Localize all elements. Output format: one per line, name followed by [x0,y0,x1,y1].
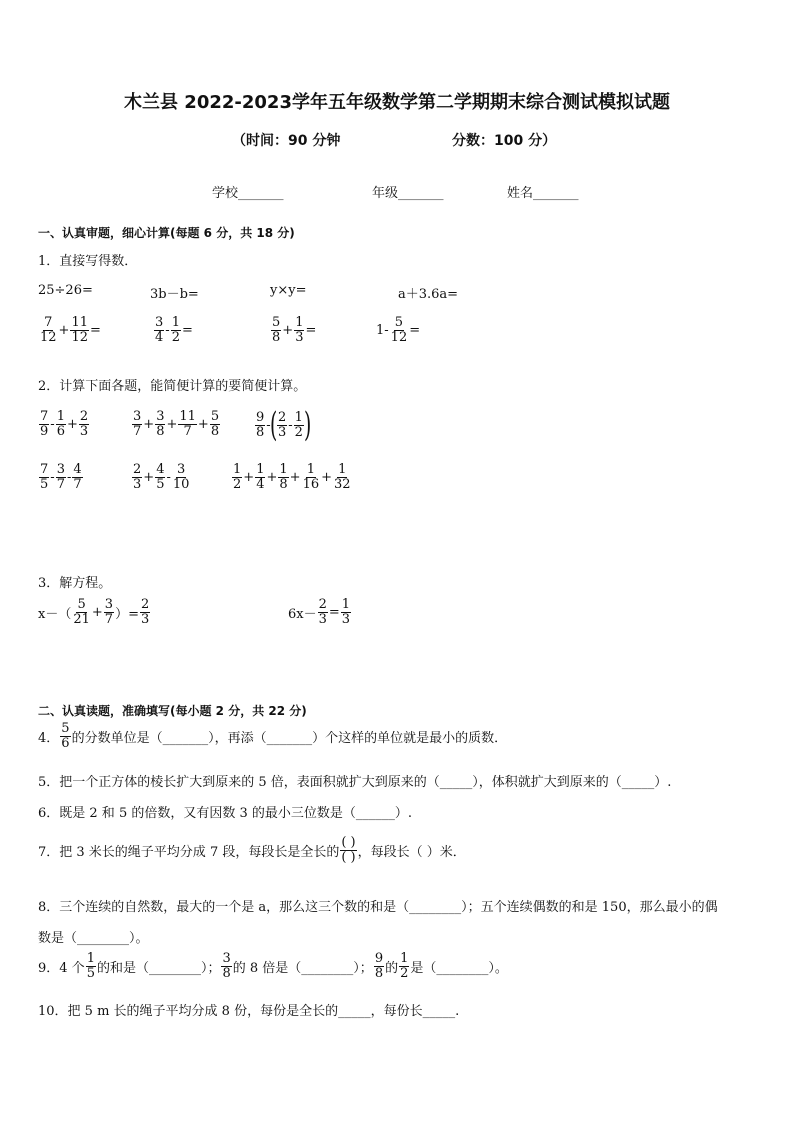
q2-expr-6: 1 2 + $\frac{1}{4}$ + $\frac{1}{8}$ + $\frac{1}{16}$ + $\frac{1}{32}$ [233,462,351,492]
q1-item-3: y×y= [270,283,307,298]
q1-item-2: 3b－b= [150,287,199,302]
fraction: $\frac{1}{3}$ [295,315,304,345]
q1-item-1: 25÷26= [38,283,93,298]
q2-expr-1: 7 9 - 1 6 + $\frac{2}{3}$ [40,409,89,439]
q1-fraction-item-2: 3 4 - $\frac{1}{2}$ = [155,315,193,345]
fraction: 3 4 [155,315,164,345]
q2-expr-4: 7 5 - 3 7 - 4 7 [40,462,82,492]
question-8-line-1: 8．三个连续的自然数，最大的一个是 a，那么这三个数的和是（________）；五个连续偶数的和是 150，那么最小的偶 [38,900,718,915]
question-1: 1．直接写得数． [38,254,138,269]
q3-equation-1: x－（ 5 21 + $\frac{3}{7}$ ）= $\frac{2}{3}$ [38,597,150,627]
q2-expr-3: 9 8 - ( 2 3 - 1 2 ) [256,405,312,445]
q1-item-4: a＋3.6a= [398,287,459,302]
section-1-heading: 一、认真审题，细心计算(每题 6 分，共 18 分) [38,226,295,240]
q3-equation-2: 6x－ $\frac{2}{3}$ = $\frac{1}{3}$ [288,597,351,627]
question-2: 2．计算下面各题，能简便计算的要简便计算。 [38,379,307,394]
q2-expr-5: 2 3 + $\frac{4}{5}$ - 3 10 [133,462,190,492]
q1-fraction-item-3: 5 8 + $\frac{1}{3}$ = [272,315,317,345]
question-10: 10．把 5 m 长的绳子平均分成 8 份，每份是全长的_____，每份长_____. [38,1004,460,1019]
page-title: 木兰县 2022-2023学年五年级数学第二学期期末综合测试模拟试题 [124,92,670,113]
q1-fraction-item-4: 1- $\frac{5}{12}$ = [376,315,421,345]
question-7: 7．把 3 米长的绳子平均分成 7 段，每段长是全长的 ( ) ( ) ，每段长（ ）米． [38,835,466,865]
fraction: 7 12 [40,315,57,345]
fraction: 5 8 [272,315,281,345]
question-5: 5．把一个正方体的棱长扩大到原来的 5 倍，表面积就扩大到原来的（_____），体积就扩大到原来的（_____）. [38,775,672,790]
q1-fraction-item-1: 7 12 + $\frac{11}{12}$ = [40,315,101,345]
fraction: $\frac{1}{2}$ [171,315,180,345]
name-field: 姓名_______ [507,186,579,201]
score-label: 分数：100 分） [452,133,557,149]
q2-expr-2: 3 7 + $\frac{3}{8}$ + $\frac{11}{7}$ + $\frac{5}{8}$ [133,409,220,439]
question-3: 3．解方程。 [38,576,112,591]
grade-field: 年级_______ [372,186,444,201]
question-8-line-2: 数是（________）。 [38,931,149,946]
question-4: 4． 5 6 的分数单位是（_______），再添（_______）个这样的单位就是最小的质数． [38,721,508,751]
time-label: （时间：90 分钟 [232,133,341,149]
fraction: $\frac{11}{12}$ [71,315,88,345]
question-9: 9．4 个 1 5 的和是（________）； 3 8 的 8 倍是（________）； 9 8 的 1 2 是（________）。 [38,951,508,981]
question-6: 6．既是 2 和 5 的倍数，又有因数 3 的最小三位数是（______）. [38,806,413,821]
section-2-heading: 二、认真读题，准确填写(每小题 2 分，共 22 分) [38,704,307,718]
fraction: $\frac{5}{12}$ [390,315,408,345]
school-field: 学校_______ [212,186,284,201]
